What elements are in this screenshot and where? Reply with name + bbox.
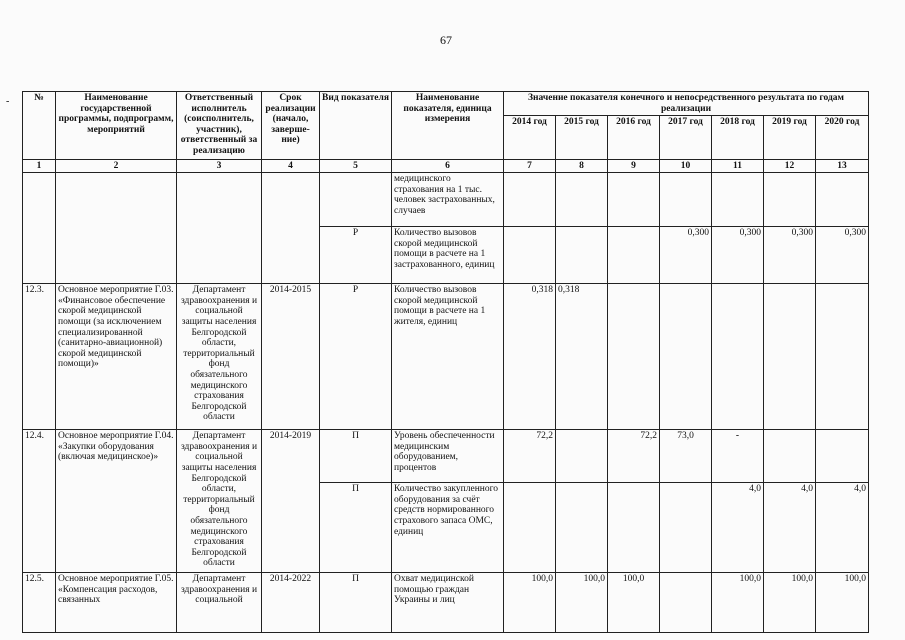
cell-value: 0,318 <box>556 284 608 430</box>
cell-indicator: Количество вызовов скорой медицинской помощи в расчете на 1 застрахованного, единиц <box>392 227 504 284</box>
header-indicator-name: Наименование показателя, единица измерения <box>392 92 504 160</box>
column-number: 11 <box>712 160 764 173</box>
cell-value: 72,2 <box>608 430 660 483</box>
table-row <box>23 284 869 430</box>
cell-value <box>556 430 608 483</box>
cell-value: 4,0 <box>712 483 764 573</box>
cell-value <box>816 173 869 227</box>
cell-value: 0,300 <box>816 227 869 284</box>
cell-indicator: Уровень обеспеченности медицинским оборудованием, процентов <box>392 430 504 483</box>
cell-value <box>608 227 660 284</box>
cell-value <box>660 483 712 573</box>
cell-term: 2014-2019 <box>262 430 320 573</box>
cell-value <box>504 227 556 284</box>
header-row-1 <box>23 92 869 116</box>
cell-type: П <box>320 430 392 483</box>
cell-value: 0,300 <box>712 227 764 284</box>
column-number: 9 <box>608 160 660 173</box>
cell-indicator: Количество вызовов скорой медицинской помощи в расчете на 1 жителя, единиц <box>392 284 504 430</box>
column-number: 8 <box>556 160 608 173</box>
cell-value: 0,318 <box>504 284 556 430</box>
cell-value <box>712 284 764 430</box>
cell-value <box>816 430 869 483</box>
column-number: 5 <box>320 160 392 173</box>
cell-indicator: Охват медицинской помощью граждан Украины и лиц <box>392 573 504 633</box>
cell-type: П <box>320 483 392 573</box>
cell-type <box>320 173 392 227</box>
cell-value <box>660 284 712 430</box>
table-row <box>23 430 869 483</box>
cell-value <box>764 430 816 483</box>
cell-value <box>660 173 712 227</box>
header-values-group: Значение показателя конечного и непосредственного результата по годам реализации <box>504 92 869 116</box>
header-year: 2015 год <box>556 116 608 160</box>
cell-value: - <box>712 430 764 483</box>
column-number: 2 <box>56 160 177 173</box>
cell-indicator: Количество закупленного оборудования за счёт средств нормированного страхового запаса ОМС, единиц <box>392 483 504 573</box>
cell-value: 100,0 <box>504 573 556 633</box>
cell-value <box>712 173 764 227</box>
header-indicator-type: Вид показателя <box>320 92 392 160</box>
column-number: 10 <box>660 160 712 173</box>
table-row <box>23 173 869 227</box>
column-number: 13 <box>816 160 869 173</box>
column-number-row <box>23 160 869 173</box>
cell-value <box>556 173 608 227</box>
header-year: 2014 год <box>504 116 556 160</box>
column-number: 3 <box>177 160 262 173</box>
cell-responsible <box>177 173 262 284</box>
header-year: 2016 год <box>608 116 660 160</box>
header-no: № <box>23 92 56 160</box>
column-number: 1 <box>23 160 56 173</box>
cell-value <box>556 227 608 284</box>
cell-term <box>262 173 320 284</box>
cell-no <box>23 173 56 284</box>
cell-value <box>608 483 660 573</box>
cell-no: 12.4. <box>23 430 56 573</box>
cell-responsible: Департамент здравоохранения и социальной защиты населения Белгородской области, территориальный фонд обязательного медицинского страхования Белгородской области <box>177 430 262 573</box>
cell-no: 12.3. <box>23 284 56 430</box>
column-number: 7 <box>504 160 556 173</box>
column-number: 4 <box>262 160 320 173</box>
cell-value <box>608 173 660 227</box>
header-name: Наименование государственной программы, подпрограмм, мероприятий <box>56 92 177 160</box>
cell-value <box>764 173 816 227</box>
cell-value <box>504 173 556 227</box>
cell-type: Р <box>320 227 392 284</box>
column-number: 6 <box>392 160 504 173</box>
cell-value <box>504 483 556 573</box>
cell-value: 4,0 <box>816 483 869 573</box>
cell-no: 12.5. <box>23 573 56 633</box>
cell-value <box>764 284 816 430</box>
cell-value: 0,300 <box>764 227 816 284</box>
header-year: 2017 год <box>660 116 712 160</box>
cell-indicator: медицинского страхования на 1 тыс. человек застрахованных, случаев <box>392 173 504 227</box>
cell-value <box>660 573 712 633</box>
cell-type: П <box>320 573 392 633</box>
program-indicators-table <box>22 91 869 633</box>
cell-value: 100,0 <box>712 573 764 633</box>
cell-value <box>608 284 660 430</box>
cell-value: 100,0 <box>816 573 869 633</box>
cell-term: 2014-2022 <box>262 573 320 633</box>
header-responsible: Ответственный исполнитель (соисполнитель, участник), ответственный за реализацию <box>177 92 262 160</box>
cell-value <box>556 483 608 573</box>
cell-responsible: Департамент здравоохранения и социальной защиты населения Белгородской области, территориальный фонд обязательного медицинского страхования Белгородской области <box>177 284 262 430</box>
margin-tick-mark: - <box>6 96 10 107</box>
cell-value: 100,0 <box>556 573 608 633</box>
header-year: 2020 год <box>816 116 869 160</box>
cell-value <box>816 284 869 430</box>
header-year: 2018 год <box>712 116 764 160</box>
cell-name: Основное мероприятие Г.03. «Финансовое обеспечение скорой медицинской помощи (за исключением специализированной (санитарно-авиационной) скорой медицинской помощи)» <box>56 284 177 430</box>
cell-name <box>56 173 177 284</box>
cell-value: 100,0 <box>764 573 816 633</box>
cell-value: 0,300 <box>660 227 712 284</box>
header-year: 2019 год <box>764 116 816 160</box>
cell-name: Основное мероприятие Г.04. «Закупки оборудования (включая медицинское)» <box>56 430 177 573</box>
cell-value: 73,0 <box>660 430 712 483</box>
cell-type: Р <box>320 284 392 430</box>
page-number: 67 <box>440 33 452 47</box>
cell-responsible: Департамент здравоохранения и социальной <box>177 573 262 633</box>
cell-value: 72,2 <box>504 430 556 483</box>
cell-term: 2014-2015 <box>262 284 320 430</box>
cell-name: Основное мероприятие Г.05. «Компенсация расходов, связанных <box>56 573 177 633</box>
cell-value: 100,0 <box>608 573 660 633</box>
table-row <box>23 573 869 633</box>
header-term: Срок реализации (начало, заверше-ние) <box>262 92 320 160</box>
cell-value: 4,0 <box>764 483 816 573</box>
column-number: 12 <box>764 160 816 173</box>
